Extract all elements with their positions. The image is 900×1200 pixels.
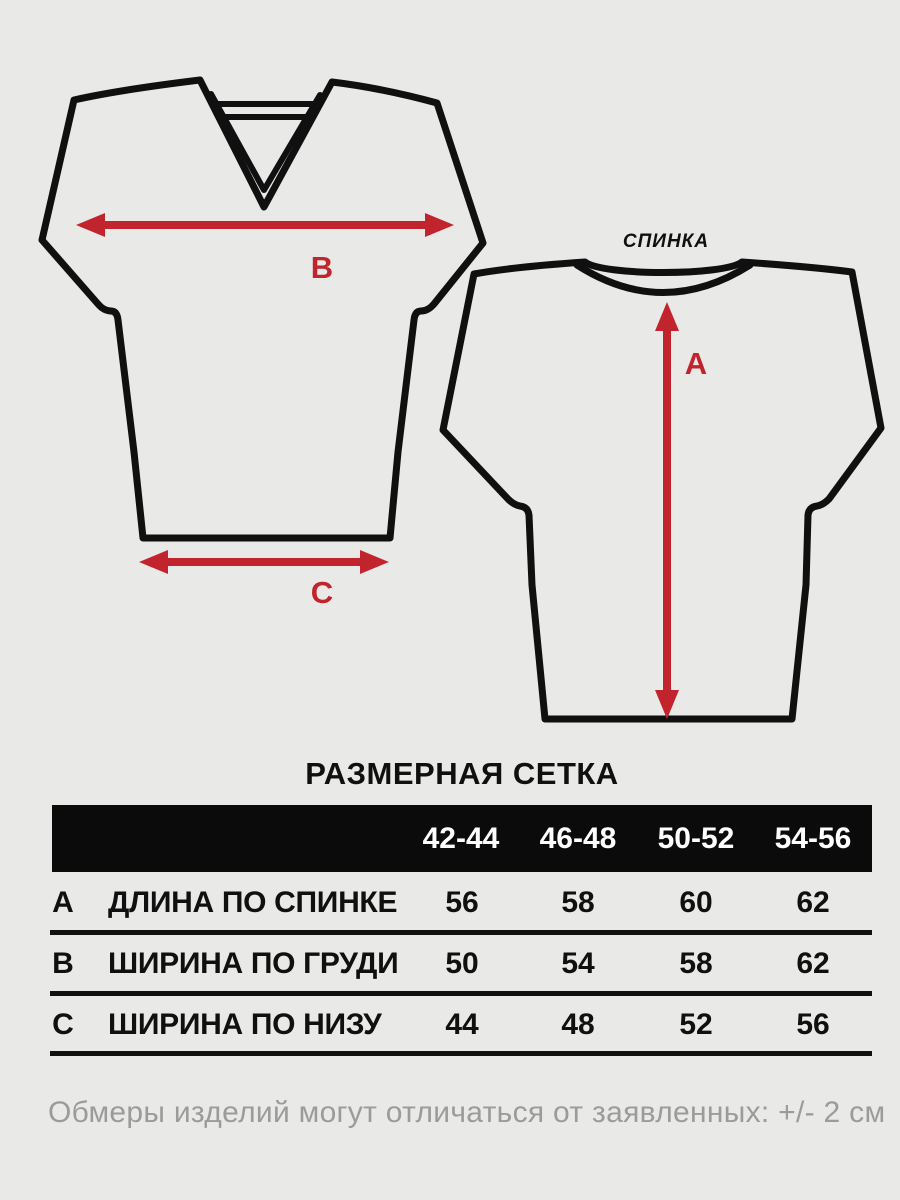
row-label: ДЛИНА ПО СПИНКЕ	[108, 886, 398, 919]
row-value: 60	[679, 886, 713, 919]
row-value: 48	[561, 1008, 595, 1041]
size-table-title: РАЗМЕРНАЯ СЕТКА	[305, 756, 619, 791]
back-shirt-drawing	[443, 231, 881, 719]
chest-width-letter: B	[310, 250, 334, 285]
row-value: 62	[796, 947, 830, 980]
row-label: ШИРИНА ПО НИЗУ	[108, 1008, 382, 1041]
size-table-header-bar	[52, 805, 872, 872]
size-column-header: 50-52	[657, 822, 735, 855]
front-shirt-drawing	[42, 80, 483, 610]
row-label: ШИРИНА ПО ГРУДИ	[108, 947, 399, 980]
size-column-header: 42-44	[422, 822, 500, 855]
row-value: 50	[445, 947, 479, 980]
row-value: 56	[796, 1008, 830, 1041]
row-value: 52	[679, 1008, 713, 1041]
table-row-chest-width	[0, 936, 900, 992]
row-value: 54	[561, 947, 595, 980]
row-divider	[50, 930, 872, 935]
tolerance-footnote: Обмеры изделий могут отличаться от заявленных: +/- 2 см	[48, 1096, 886, 1129]
row-letter: A	[52, 886, 74, 919]
row-letter: C	[52, 1008, 74, 1041]
front-shirt-outline	[42, 80, 483, 538]
bottom-width-letter: C	[310, 575, 334, 610]
row-value: 56	[445, 886, 479, 919]
back-view-caption: СПИНКА	[622, 231, 710, 252]
size-column-header: 54-56	[774, 822, 852, 855]
table-row-back-length	[0, 875, 900, 931]
table-bottom-line	[50, 1051, 872, 1056]
bottom-width-arrow	[139, 550, 389, 574]
row-value: 58	[561, 886, 595, 919]
row-value: 58	[679, 947, 713, 980]
size-column-header: 46-48	[539, 822, 617, 855]
row-value: 62	[796, 886, 830, 919]
table-row-bottom-width	[0, 997, 900, 1053]
arrow-left-head	[139, 550, 168, 574]
back-length-letter: A	[684, 346, 708, 381]
row-divider	[50, 991, 872, 996]
row-value: 44	[445, 1008, 479, 1041]
arrow-right-head	[360, 550, 389, 574]
row-letter: B	[52, 947, 74, 980]
